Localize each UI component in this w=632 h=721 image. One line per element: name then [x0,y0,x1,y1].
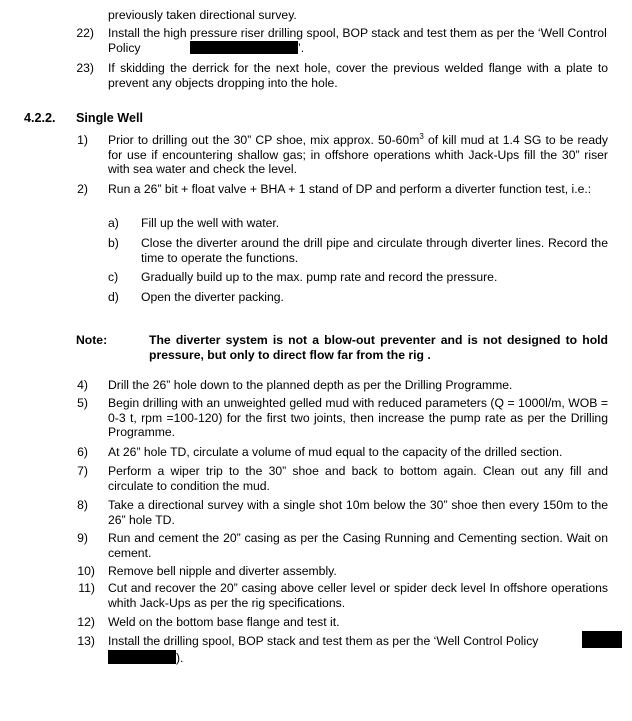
list-number: 9) [77,531,88,545]
list-number: 6) [77,445,88,459]
redaction-bar [582,631,622,648]
section-number: 4.2.2. [24,111,56,125]
substep-text: Fill up the well with water. [141,216,280,230]
list-number: 4) [77,378,88,392]
list-item-text: Cut and recover the 20” casing above celler level or spider deck level In offshore operations whith Jack-Ups as per the rig specifications. [108,581,608,610]
list-item-text: Drill the 26” hole down to the planned depth as per the Drilling Programme. [108,378,513,392]
list-number: 7) [77,464,88,478]
note-text: The diverter system is not a blow-out preventer and is not designed to hold pressure, but only to direct flow far from the rig . [149,333,608,362]
redacted-block [108,650,176,664]
list-number: 22) [76,26,94,40]
substep-text: Close the diverter around the drill pipe and circulate through diverter lines. Record the time to operate the functions. [141,236,608,265]
list-item-text-part: ’. [298,41,305,55]
list-item-text-part: Install the drilling spool, BOP stack and test them as per the ‘Well Control Policy [108,634,539,648]
redacted-block [190,41,298,54]
substep-text: Gradually build up to the max. pump rate and record the pressure. [141,270,498,284]
list-item-text: Take a directional survey with a single shot 10m below the 30” shoe then every 150m to the 26” hole TD. [108,498,608,527]
substep-text: Open the diverter packing. [141,290,284,304]
list-item-text-line2 [108,650,408,666]
redacted-block [582,631,622,650]
list-item-text: At 26” hole TD, circulate a volume of mud equal to the capacity of the drilled section. [108,445,563,459]
list-item-text: Weld on the bottom base flange and test it. [108,615,340,629]
list-item-text: Begin drilling with an unweighted gelled mud with reduced parameters (Q = 1000l/m, WOB = 0-3 t, rpm =100-120) for the first two joints, then increase the pump rate as per the Drilling Programme. [108,396,608,439]
section-title: Single Well [76,111,143,125]
list-number: 2) [77,182,88,196]
list-item-text: Run a 26” bit + float valve + BHA + 1 stand of DP and perform a diverter function test, i.e.: [108,182,592,196]
list-item-text: Perform a wiper trip to the 30” shoe and back to bottom again. Clean out any fill and circulate to condition the mud. [108,464,608,493]
list-item-text-line2 [108,41,408,56]
substep-letter: c) [108,270,119,284]
list-number: 23) [76,61,94,75]
substep-letter: b) [108,236,119,250]
list-number: 8) [77,498,88,512]
superscript: 3 [419,132,424,141]
list-item-text [108,133,608,177]
note-label: Note: [76,333,108,347]
list-number: 12) [77,615,95,629]
list-number: 1) [77,133,88,147]
continuation-text: previously taken directional survey. [108,8,297,22]
list-item-text-part: of kill mud at 1.4 SG to be ready for use if encountering shallow gas; in offshore operations whith Jack-Ups fill the 30” riser with sea water and check the level. [108,133,608,176]
list-item-text: If skidding the derrick for the next hole, cover the previous welded flange with a plate to prevent any objects dropping into the hole. [108,61,608,90]
list-number: 10) [77,564,95,578]
list-item-text: Remove bell nipple and diverter assembly. [108,564,337,578]
list-number: 13) [77,634,95,648]
list-item-text-part: Install the high pressure riser drilling spool, BOP stack and test them as per the ‘Well Control Policy [108,26,607,55]
list-item-text-part: ). [176,651,184,665]
substep-letter: a) [108,216,119,230]
list-number: 11) [78,581,95,595]
list-item-text-part: Prior to drilling out the 30” CP shoe, mix approx. 50-60m [108,133,420,147]
list-item-text [108,634,583,649]
substep-letter: d) [108,290,119,304]
list-item-text: Run and cement the 20” casing as per the Casing Running and Cementing section. Wait on cement. [108,531,608,560]
list-number: 5) [77,396,88,410]
